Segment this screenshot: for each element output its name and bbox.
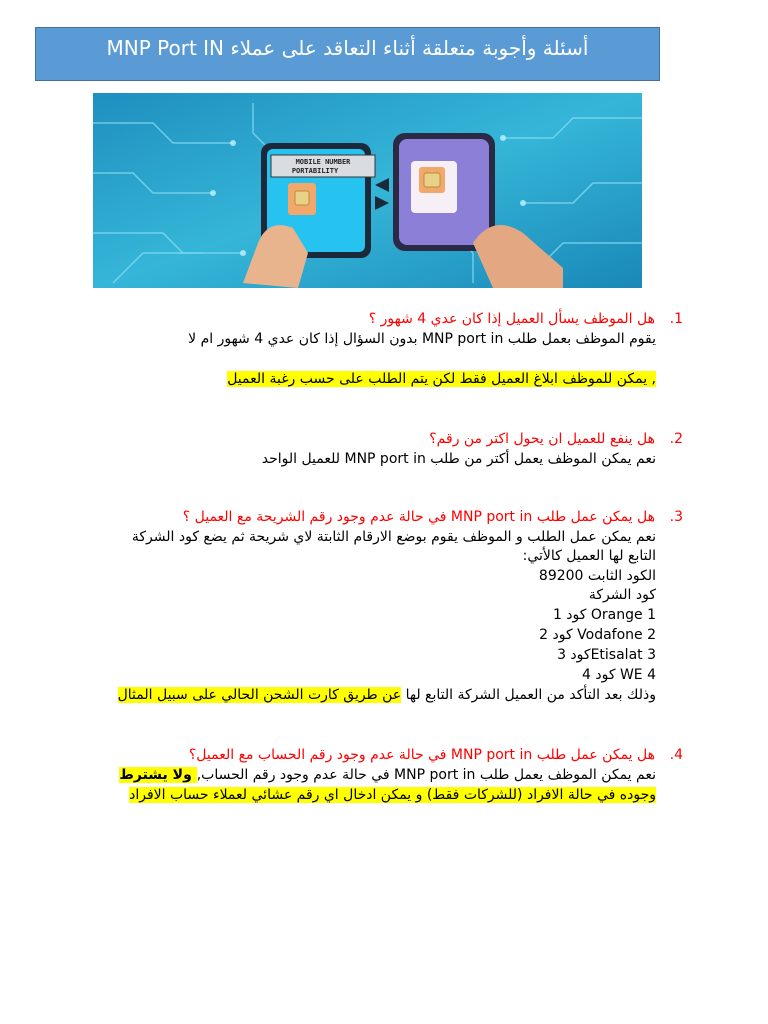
- question-2: [429, 431, 683, 447]
- answer-4-line-1: [119, 767, 656, 783]
- banner-label-1: MOBILE NUMBER: [295, 158, 351, 166]
- question-4: [189, 747, 683, 763]
- code-we: WE 4 كود 4: [581, 667, 656, 683]
- question-1-number: 1.: [669, 311, 683, 327]
- answer-2: نعم يمكن الموظف يعمل أكتر من طلب MNP port in للعميل الواحد: [261, 451, 656, 467]
- right-phone-icon: [393, 133, 495, 251]
- question-3: [183, 509, 683, 525]
- question-1-text: هل الموظف يسأل العميل إذا كان عدي 4 شهور ؟: [368, 311, 655, 327]
- answer-4-line-2-highlight: وجوده في حالة الافراد (للشركات فقط) و يمكن ادخال اي رقم عشائي لعملاء حساب الافراد: [129, 787, 656, 803]
- question-4-text: هل يمكن عمل طلب MNP port in في حالة عدم وجود رقم الحساب مع العميل؟: [188, 747, 655, 763]
- answer-4-line-2: [129, 787, 656, 803]
- code-etisalat: Etisalat 3كود 3: [557, 647, 656, 663]
- title-box: [35, 27, 660, 81]
- answer-3-line-2: التابع لها العميل كالأتي:: [522, 548, 656, 564]
- answer-4-highlight: ولا يشترط: [119, 767, 197, 783]
- answer-3-line-1: نعم يمكن عمل الطلب و الموظف يقوم بوضع الارقام الثابتة لاي شريحة ثم يضع كود الشركة: [131, 529, 656, 545]
- mnp-banner-image: [93, 93, 642, 288]
- answer-1-note: [227, 371, 656, 387]
- answer-3-note: [118, 687, 656, 703]
- fixed-code: الكود الثابت 89200: [538, 568, 656, 584]
- code-orange: Orange 1 كود 1: [552, 607, 656, 623]
- banner-label-2: PORTABILITY: [291, 167, 339, 175]
- question-2-text: هل ينفع للعميل ان يحول اكتر من رقم؟: [429, 431, 655, 447]
- question-2-number: 2.: [669, 431, 683, 447]
- answer-3-note-highlight: عن طريق كارت الشحن الحالي على سبيل المثال: [117, 687, 402, 703]
- answer-1: يقوم الموظف بعمل طلب MNP port in بدون السؤال إذا كان عدي 4 شهور ام لا: [188, 331, 656, 347]
- question-3-text: هل يمكن عمل طلب MNP port in في حالة عدم وجود رقم الشريحة مع العميل ؟: [182, 509, 655, 525]
- answer-4-plain: نعم يمكن الموظف يعمل طلب MNP port in في حالة عدم وجود رقم الحساب,: [196, 767, 656, 783]
- code-vodafone: Vodafone 2 كود 2: [539, 627, 656, 643]
- answer-1-note-highlight: , يمكن للموظف ابلاغ العميل فقط لكن يتم الطلب على حسب رغبة العميل: [227, 371, 656, 387]
- answer-3-note-plain: وذلك بعد التأكد من العميل الشركة التابع لها: [401, 687, 656, 703]
- question-3-number: 3.: [669, 509, 683, 525]
- page-title: أسئلة وأجوبة متعلقة أثناء التعاقد على عملاء MNP Port IN: [106, 36, 589, 60]
- company-code-label: كود الشركة: [588, 587, 656, 603]
- question-1: [369, 311, 683, 327]
- question-4-number: 4.: [669, 747, 683, 763]
